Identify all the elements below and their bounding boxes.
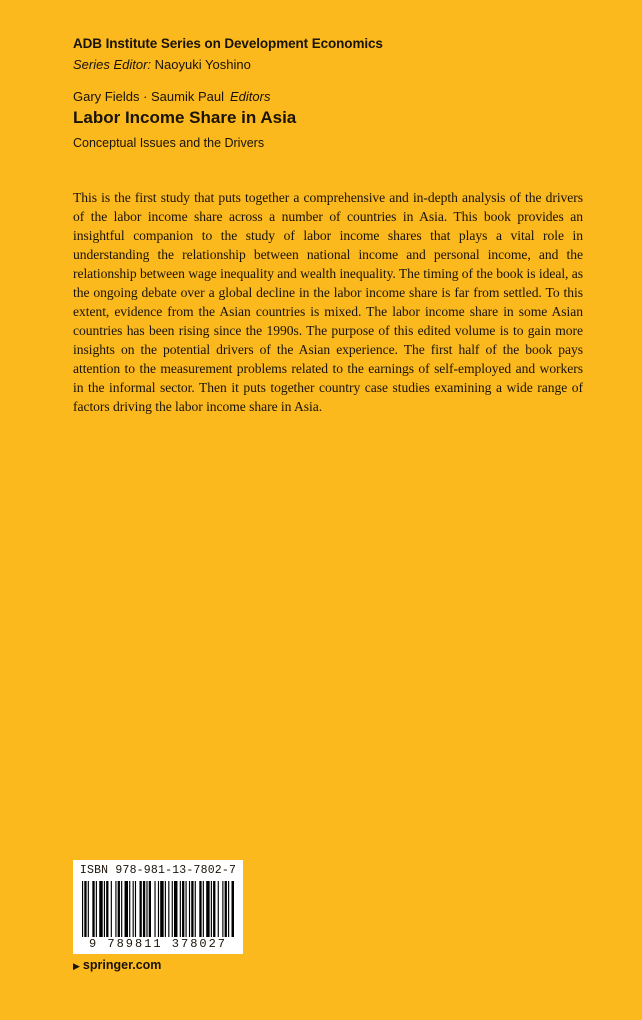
- barcode-bar: [195, 881, 196, 943]
- barcode-bars: [82, 881, 234, 943]
- barcode-bar: [111, 881, 112, 943]
- barcode-bar: [121, 881, 122, 943]
- barcode-bar: [149, 881, 151, 943]
- series-editor-label: Series Editor:: [73, 57, 152, 72]
- right-triangle-icon: ▶: [73, 961, 80, 971]
- editors-role: Editors: [230, 89, 271, 104]
- barcode-bar: [191, 881, 193, 943]
- barcode-digits: 9 789811 378027: [73, 937, 243, 951]
- barcode-bar: [96, 881, 97, 943]
- barcode-bar: [228, 881, 229, 943]
- barcode-bar: [186, 881, 187, 943]
- barcode-bar: [174, 881, 177, 943]
- series-editor: [73, 57, 251, 72]
- book-editors: [73, 89, 270, 104]
- barcode-bar: [189, 881, 190, 943]
- barcode-bar: [143, 881, 145, 943]
- barcode-bar: [225, 881, 227, 943]
- barcode-bar: [232, 881, 235, 943]
- barcode-bar: [118, 881, 120, 943]
- barcode-bar: [180, 881, 181, 943]
- barcode-bar: [146, 881, 147, 943]
- book-subtitle: Conceptual Issues and the Drivers: [73, 136, 265, 150]
- barcode-bar: [82, 881, 83, 943]
- barcode-bar: [158, 881, 159, 943]
- barcode-bar: [115, 881, 116, 943]
- barcode-bar: [168, 881, 169, 943]
- series-title: ADB Institute Series on Development Economics: [73, 36, 383, 51]
- barcode-bar: [172, 881, 173, 943]
- barcode-bar: [88, 881, 89, 943]
- barcode-bar: [203, 881, 204, 943]
- barcode-bar: [206, 881, 209, 943]
- barcode-bar: [199, 881, 201, 943]
- barcode-bar: [213, 881, 215, 943]
- barcode-bar: [84, 881, 86, 943]
- barcode-bar: [135, 881, 136, 943]
- book-title: Labor Income Share in Asia: [73, 108, 297, 127]
- publisher-link[interactable]: [73, 958, 161, 972]
- barcode-bar: [140, 881, 142, 943]
- barcode-bar: [211, 881, 212, 943]
- barcode-bar: [222, 881, 223, 943]
- isbn-label: ISBN 978-981-13-7802-7: [79, 864, 237, 877]
- publisher-url: springer.com: [82, 958, 162, 972]
- book-description: This is the first study that puts together a comprehensive and in-depth analysis of the drivers of the labor income share across a number of countries in Asia. This book provides an insightful companion to the study of labor income shares that plays a vital role in understanding the relationship between national income and personal income, and the relationship between wage inequality and wealth inequality. The timing of the book is ideal, as the ongoing debate over a global decline in the labor income share is far from settled. To this extent, evidence from the Asian countries is mixed. The labor income share in some Asian countries has been rising since the 1990s. The purpose of this edited volume is to gain more insights on the potential drivers of the Asian experience. The first half of the book pays attention to the measurement problems related to the earnings of self-employed and workers in the informal sector. Then it puts together country case studies examining a wide range of factors driving the labor income share in Asia.: [73, 190, 583, 414]
- barcode-bar: [125, 881, 128, 943]
- editor-names: Gary Fields · Saumik Paul: [73, 89, 224, 104]
- barcode-bar: [165, 881, 166, 943]
- barcode-bar: [129, 881, 130, 943]
- series-editor-name: Naoyuki Yoshino: [154, 57, 251, 72]
- barcode-bar: [99, 881, 102, 943]
- isbn-barcode: [73, 860, 243, 954]
- barcode-bar: [106, 881, 108, 943]
- barcode-bar: [104, 881, 105, 943]
- barcode-bar: [133, 881, 134, 943]
- barcode-bar: [154, 881, 155, 943]
- barcode-bar: [218, 881, 219, 943]
- barcode-bar: [92, 881, 94, 943]
- barcode-bar: [182, 881, 184, 943]
- barcode-bar: [160, 881, 163, 943]
